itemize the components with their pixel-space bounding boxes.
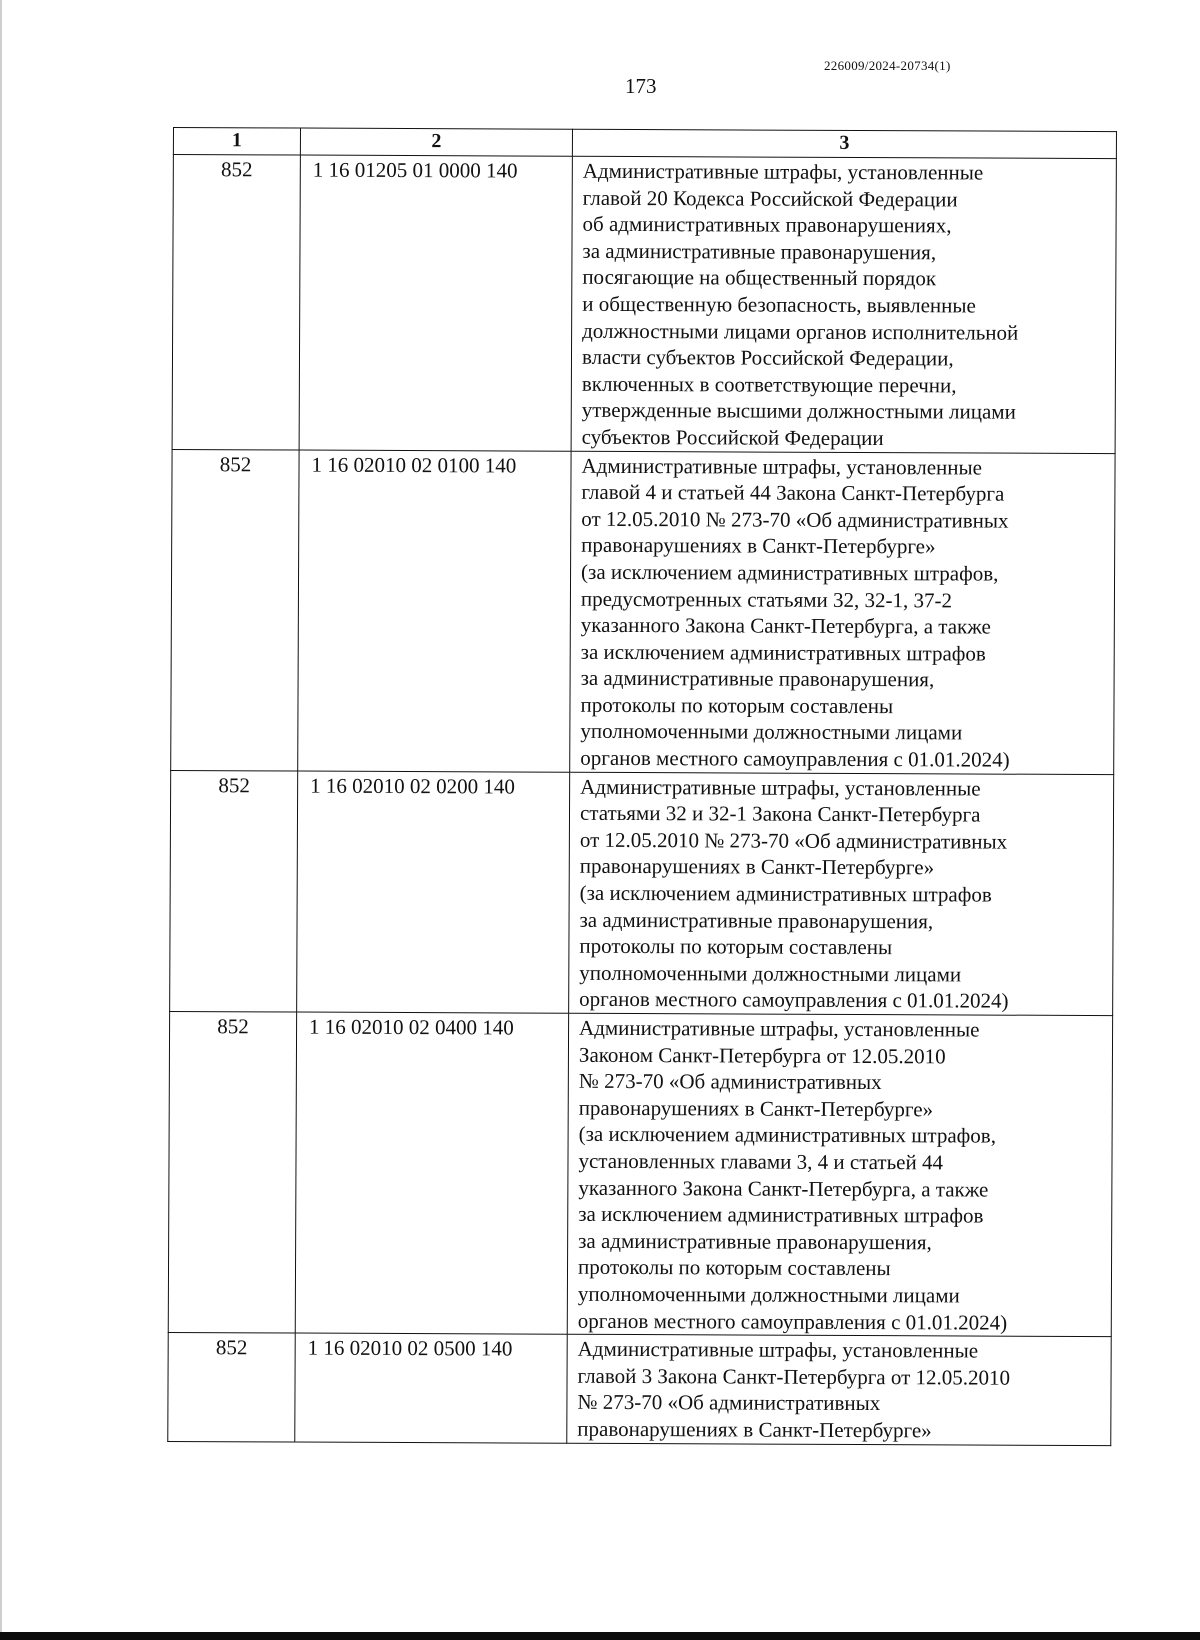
description-line: включенных в соответствующие перечни, <box>581 371 957 398</box>
description-line: статьями 32 и 32-1 Закона Санкт-Петербурга <box>579 801 981 827</box>
table-body <box>168 155 1117 1446</box>
table-row <box>171 449 1115 774</box>
column-header-1: 1 <box>173 128 300 156</box>
scan-bottom-edge <box>0 1632 1200 1640</box>
budget-classification-code-cell: 1 16 02010 02 0400 140 <box>295 1012 568 1334</box>
description-line: уполномоченными должностными лицами <box>577 1281 960 1308</box>
description-line: посягающие на общественный порядок <box>582 265 937 291</box>
description-line: уполномоченными должностными лицами <box>579 960 962 987</box>
page-number: 173 <box>625 74 657 98</box>
description-line: уполномоченными должностными лицами <box>580 719 963 745</box>
admin-code-cell: 852 <box>172 155 300 450</box>
description-line: органов местного самоуправления с 01.01.2024) <box>580 745 1010 772</box>
description-line: главой 3 Закона Санкт-Петербурга от 12.05.2010 <box>577 1363 1011 1390</box>
description-line: правонарушениях в Санкт-Петербурге» <box>578 1095 934 1122</box>
revenue-description-cell <box>570 451 1115 774</box>
description-line: № 273-70 «Об административных <box>577 1390 881 1416</box>
description-line: власти субъектов Российской Федерации, <box>581 344 954 371</box>
description-line: указанного Закона Санкт-Петербурга, а также <box>580 612 991 639</box>
column-header-2: 2 <box>300 128 572 156</box>
description-line: за исключением административных штрафов <box>580 639 986 666</box>
description-line: правонарушениях в Санкт-Петербурге» <box>577 1416 932 1443</box>
description-line: протоколы по которым составлены <box>580 692 894 719</box>
description-line: установленных главами 3, 4 и статьей 44 <box>578 1148 944 1175</box>
description-line: Административные штрафы, установленные <box>577 1336 979 1363</box>
description-line: за административные правонарушения, <box>580 666 935 692</box>
revenue-description-cell <box>569 772 1114 1016</box>
description-line: предусмотренных статьями 32, 32-1, 37-2 <box>580 586 953 612</box>
description-line: за административные правонарушения, <box>582 238 937 265</box>
document-id: 226009/2024-20734(1) <box>824 58 951 73</box>
description-line: Административные штрафы, установленные <box>579 1015 980 1042</box>
description-line: органов местного самоуправления с 01.01.2024) <box>577 1308 1008 1335</box>
description-line: (за исключением административных штрафов, <box>578 1122 997 1148</box>
table-row <box>168 1333 1111 1445</box>
description-line: Законом Санкт-Петербурга от 12.05.2010 <box>578 1042 946 1068</box>
description-line: Административные штрафы, установленные <box>582 158 984 185</box>
table-row <box>170 770 1114 1015</box>
revenue-description-cell <box>571 156 1116 453</box>
admin-code-cell: 852 <box>168 1333 295 1442</box>
description-line: № 273-70 «Об административных <box>578 1068 882 1095</box>
description-line: должностными лицами органов исполнительной <box>582 318 1019 345</box>
budget-code-table <box>167 127 1117 1446</box>
budget-classification-code-cell: 1 16 02010 02 0500 140 <box>295 1333 567 1443</box>
table-header-row <box>173 128 1116 159</box>
description-line: Административные штрафы, установленные <box>580 774 981 801</box>
table-row <box>172 155 1116 454</box>
description-line: и общественную безопасность, выявленные <box>582 291 976 318</box>
description-line: Административные штрафы, установленные <box>581 453 983 480</box>
description-line: (за исключением административных штрафов <box>579 880 992 907</box>
description-line: субъектов Российской Федерации <box>581 424 884 451</box>
description-line: (за исключением административных штрафов, <box>581 559 999 586</box>
description-line: за административные правонарушения, <box>578 1228 932 1255</box>
description-line: протоколы по которым составлены <box>579 934 893 960</box>
description-line: указанного Закона Санкт-Петербурга, а также <box>578 1175 989 1202</box>
description-line: об административных правонарушениях, <box>582 211 952 238</box>
admin-code-cell: 852 <box>168 1011 296 1333</box>
column-header-3: 3 <box>572 129 1116 158</box>
admin-code-cell: 852 <box>171 449 299 771</box>
revenue-description-cell <box>567 1013 1112 1336</box>
description-line: утвержденные высшими должностными лицами <box>581 398 1016 425</box>
description-line: за исключением административных штрафов <box>578 1201 984 1228</box>
description-line: от 12.05.2010 № 273-70 «Об административных <box>579 827 1008 854</box>
description-line: главой 20 Кодекса Российской Федерации <box>582 185 958 212</box>
table-row <box>168 1011 1112 1336</box>
admin-code-cell: 852 <box>170 770 298 1012</box>
scan-edge <box>0 0 2 1640</box>
description-line: от 12.05.2010 № 273-70 «Об административных <box>581 506 1009 533</box>
description-line: органов местного самоуправления с 01.01.2024) <box>579 987 1009 1014</box>
budget-classification-code-cell: 1 16 02010 02 0100 140 <box>298 450 571 772</box>
description-line: правонарушениях в Санкт-Петербурге» <box>579 854 935 880</box>
revenue-description-cell <box>567 1334 1111 1445</box>
budget-classification-code-cell: 1 16 01205 01 0000 140 <box>299 155 572 451</box>
description-line: за административные правонарушения, <box>579 907 934 933</box>
description-line: главой 4 и статьей 44 Закона Санкт-Петербурга <box>581 479 1005 506</box>
budget-classification-code-cell: 1 16 02010 02 0200 140 <box>297 771 570 1014</box>
description-line: протоколы по которым составлены <box>577 1255 891 1281</box>
description-line: правонарушениях в Санкт-Петербурге» <box>581 533 936 559</box>
